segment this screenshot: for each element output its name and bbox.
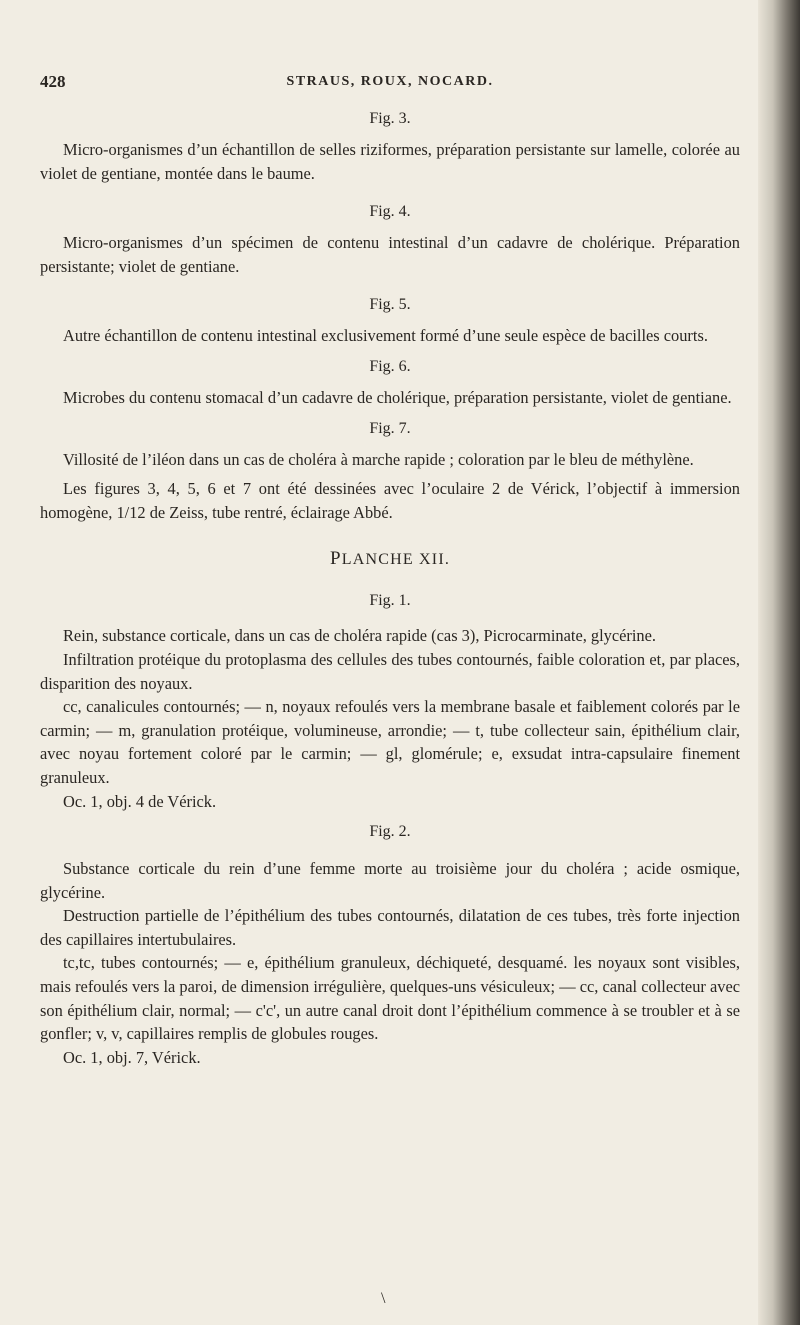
fig-6-caption: Microbes du contenu stomacal d’un cadavre de cholérique, préparation persistante, violet de gentiane. — [63, 387, 732, 407]
plate-fig-1-para-1: Rein, substance corticale, dans un cas de choléra rapide (cas 3), Picrocarminate, glycérine. — [63, 626, 656, 646]
fig-3-caption: Micro-organismes d’un échantillon de selles riziformes, préparation persistante sur lamelle, colorée au violet de gentiane, montée dans le baume. — [40, 140, 740, 183]
plate-initial: P — [329, 548, 342, 570]
plate-fig-2-para-3: tc,tc, tubes contournés; — e, épithélium granuleux, déchiqueté, desquamé. les noyaux sont visibles, mais refoulés vers la paroi, de dimension irrégulière, quelques-uns vésiculeux; — cc, canal collecteur avec son épithélium clair, normal; — c'c', un autre canal droit dont l’épithélium commence à se troubler et à se gonfler; v, v, capillaires remplis de globules rouges. — [40, 953, 740, 1044]
plate-numeral: XII. — [419, 551, 451, 569]
running-head: STRAUS, ROUX, NOCARD. — [286, 74, 494, 89]
fig-7-title: Fig. 7. — [369, 419, 411, 437]
plate-fig-1-para-4: Oc. 1, obj. 4 de Vérick. — [63, 791, 217, 811]
plate-fig-2-para-2: Destruction partielle de l’épithélium des tubes contournés, dilatation de ces tubes, très forte injection des capillaires intertubulaires. — [40, 906, 740, 949]
plate-fig-1-title: Fig. 1. — [369, 592, 411, 610]
figures-note: Les figures 3, 4, 5, 6 et 7 ont été dessinées avec l’oculaire 2 de Vérick, l’objectif à immersion homogène, 1/12 de Zeiss, tube rentré, éclairage Abbé. — [40, 479, 740, 522]
fig-4-title: Fig. 4. — [369, 203, 411, 221]
footer-mark: \ — [381, 1290, 386, 1307]
fig-5-title: Fig. 5. — [369, 296, 411, 314]
plate-word: LANCHE — [341, 551, 414, 569]
page-number: 428 — [40, 72, 66, 91]
plate-fig-2-title: Fig. 2. — [369, 823, 411, 841]
plate-fig-2-para-1: Substance corticale du rein d’une femme morte au troisième jour du choléra ; acide osmique, glycérine. — [40, 859, 740, 902]
plate-heading — [40, 548, 740, 570]
fig-3-title: Fig. 3. — [369, 110, 411, 127]
fig-7-caption: Villosité de l’iléon dans un cas de choléra à marche rapide ; coloration par le bleu de méthylène. — [63, 449, 694, 469]
fig-6-title: Fig. 6. — [369, 357, 411, 375]
fig-4-caption: Micro-organismes d’un spécimen de contenu intestinal d’un cadavre de cholérique. Préparation persistante; violet de gentiane. — [40, 233, 740, 276]
plate-fig-2-para-4: Oc. 1, obj. 7, Vérick. — [63, 1047, 201, 1067]
page-body — [40, 110, 740, 1069]
page-edge-shadow — [758, 0, 800, 1325]
page-header — [40, 72, 740, 94]
plate-fig-1-para-3: cc, canalicules contournés; — n, noyaux refoulés vers la membrane basale et faiblement colorés par le carmin; — m, granulation protéique, volumineuse, arrondie; — t, tube collecteur sain, épithélium clair, avec noyau fortement coloré par le carmin; — gl, glomérule; e, exsudat intra-capsulaire finement granuleux. — [40, 697, 740, 787]
fig-5-caption: Autre échantillon de contenu intestinal exclusivement formé d’une seule espèce de bacilles courts. — [63, 326, 708, 346]
plate-fig-1-para-2: Infiltration protéique du protoplasma des cellules des tubes contournés, faible coloration et, par places, disparition des noyaux. — [40, 649, 740, 693]
